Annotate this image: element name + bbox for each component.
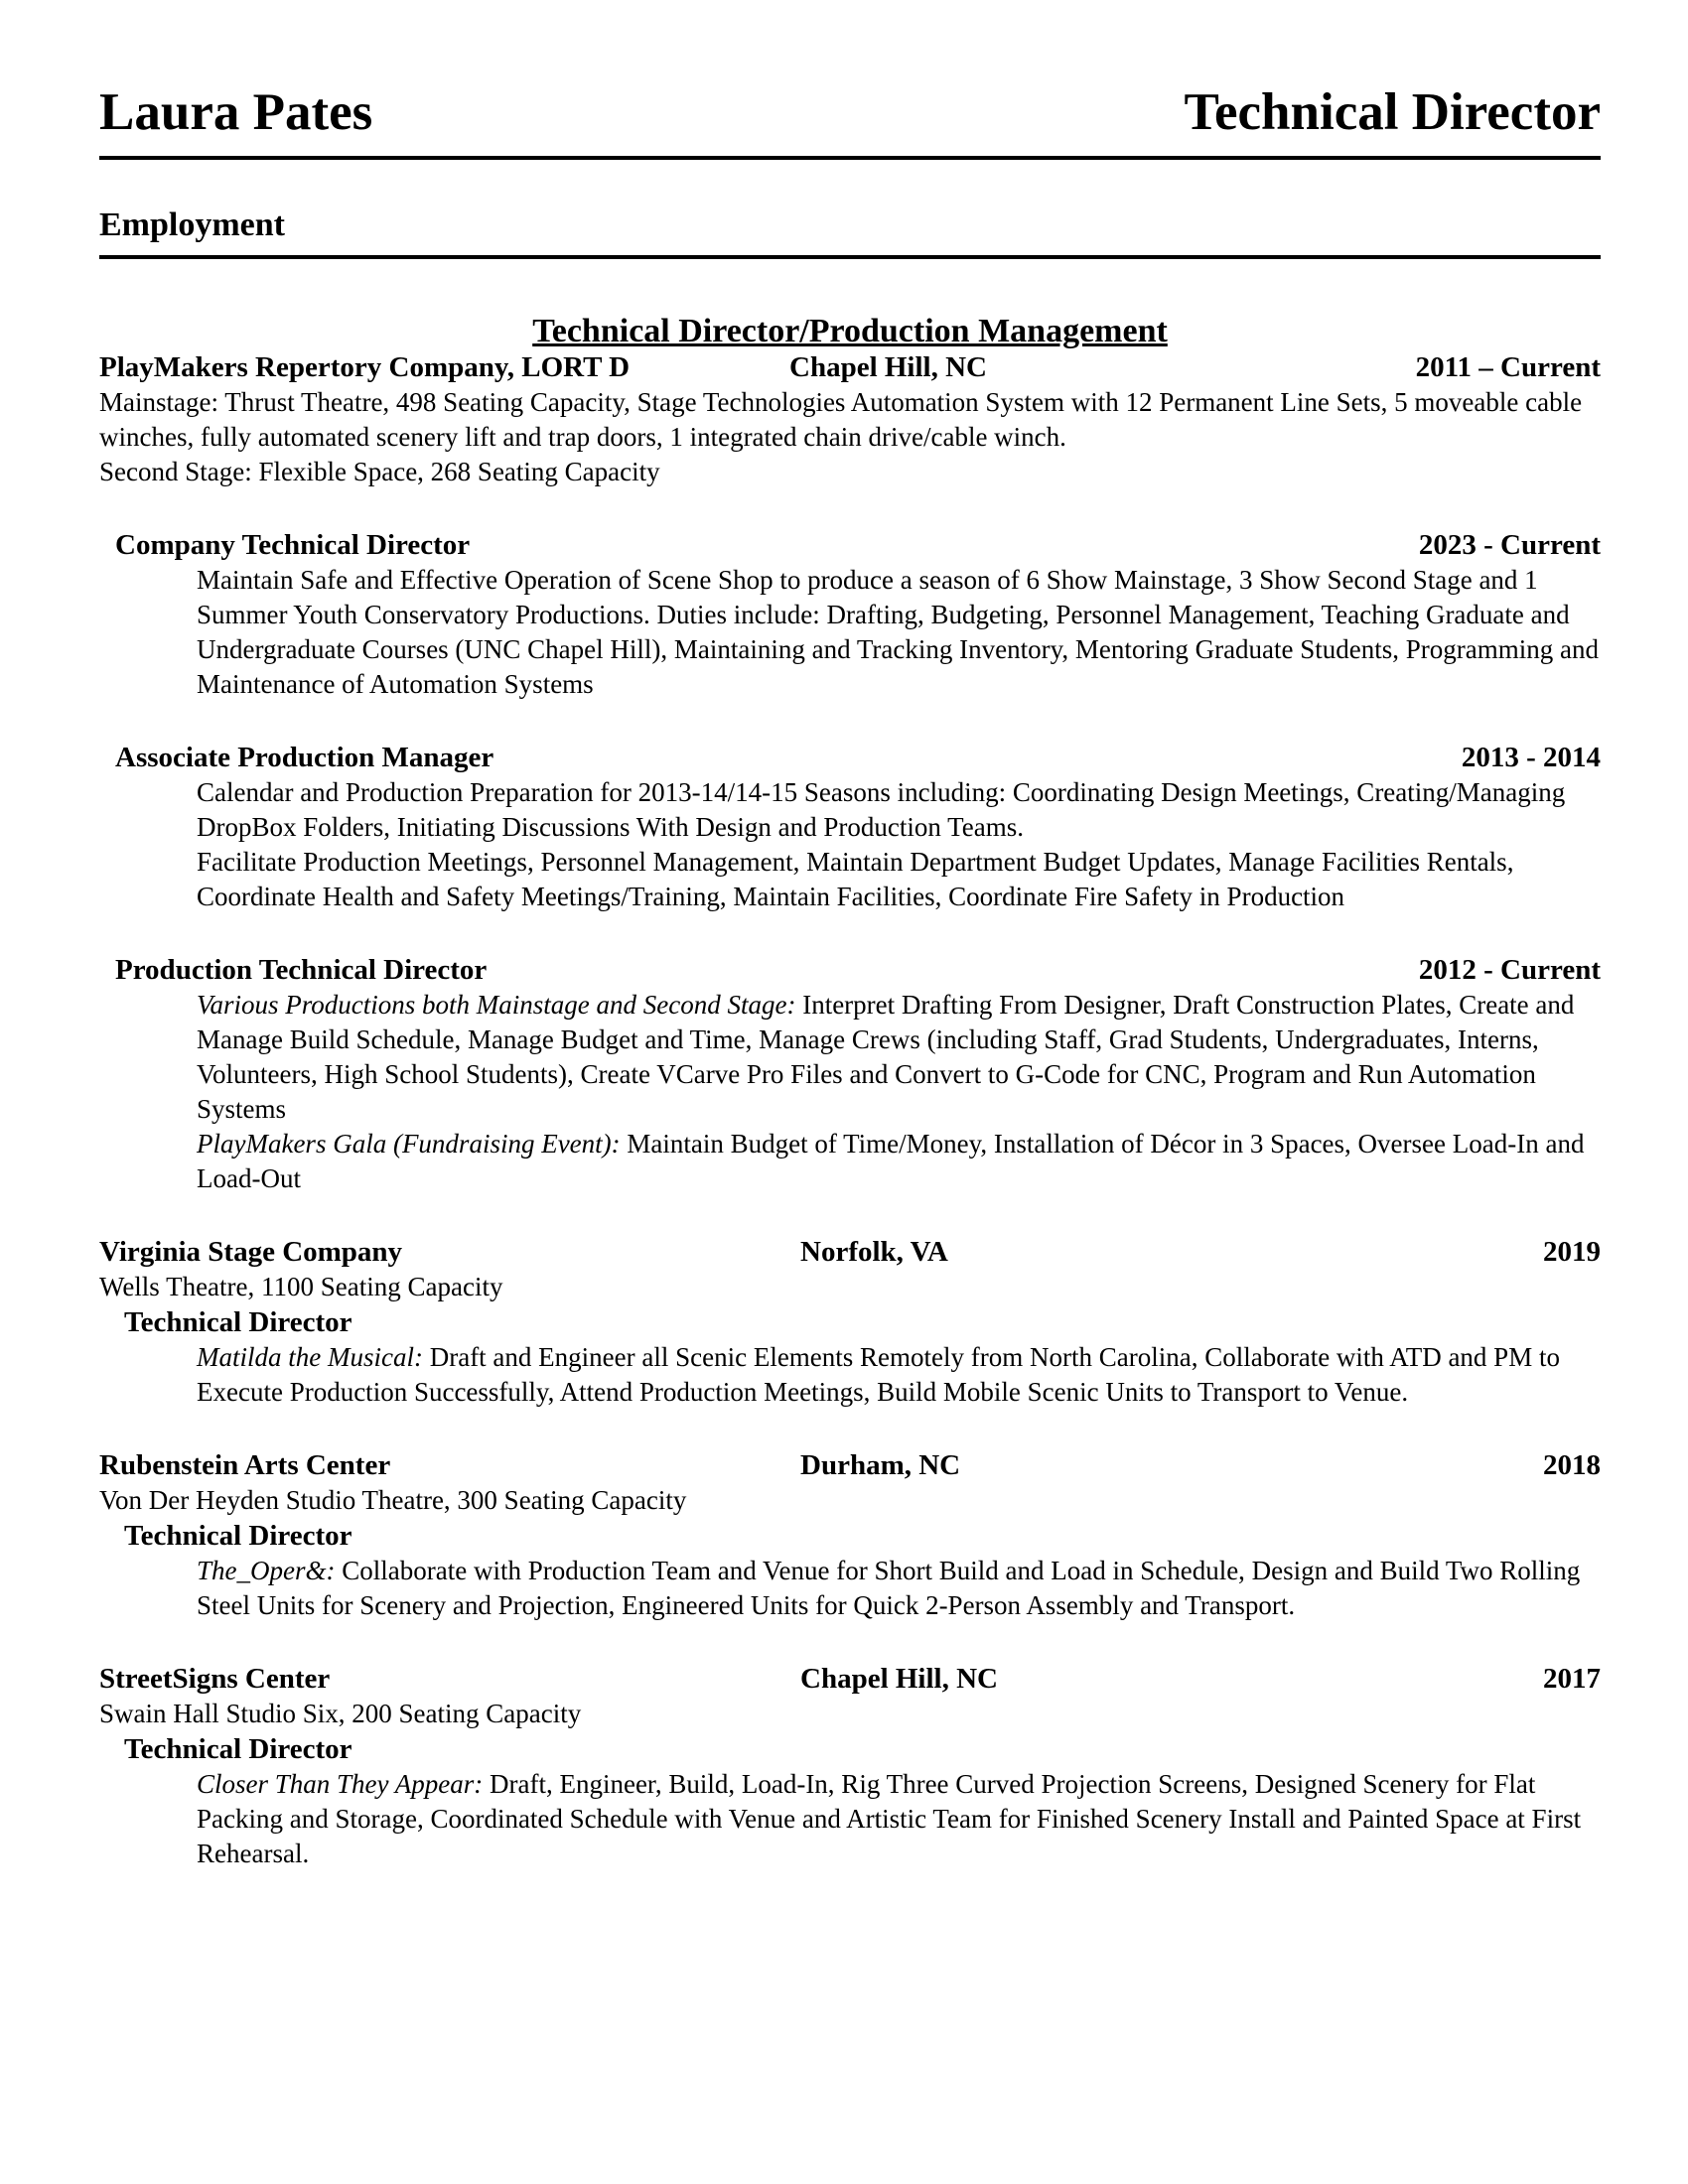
role-description: [197, 775, 1601, 914]
role-header: [99, 740, 1601, 775]
job-years: 2017: [1543, 1663, 1601, 1695]
job-location: Durham, NC: [800, 1449, 961, 1481]
candidate-title: Technical Director: [1184, 83, 1601, 141]
job-company: StreetSigns Center: [99, 1663, 331, 1695]
job-header-streetsigns: [99, 1661, 1601, 1697]
role-title: Associate Production Manager: [115, 742, 494, 773]
role-description-paragraph: [197, 1340, 1601, 1410]
production-name: Closer Than They Appear:: [197, 1769, 484, 1799]
job-location: Chapel Hill, NC: [789, 351, 987, 383]
header-divider: [99, 156, 1601, 160]
job-company: Rubenstein Arts Center: [99, 1449, 391, 1481]
job-years: 2019: [1543, 1236, 1601, 1268]
job-header-playmakers: [99, 349, 1601, 385]
role-description-text: Maintain Budget of Time/Money, Installation of Décor in 3 Spaces, Oversee Load-In and Load-Out: [197, 1129, 1585, 1193]
production-name: Various Productions both Mainstage and Second Stage:: [197, 990, 796, 1020]
role-header: [99, 527, 1601, 563]
role-description-text: Interpret Drafting From Designer, Draft Construction Plates, Create and Manage Build Schedule, Manage Budget and Time, Manage Crews (including Staff, Grad Students, Undergraduates, Interns, Volunteers, High School Students), Create VCarve Pro Files and Convert to G-Code for CNC, Program and Run Automation Systems: [197, 990, 1575, 1124]
employment-content: [99, 310, 1601, 1871]
role-description: [197, 1340, 1601, 1410]
role-title: Technical Director: [124, 1733, 352, 1765]
job-company: Virginia Stage Company: [99, 1236, 403, 1268]
role-description-text: Maintain Safe and Effective Operation of Scene Shop to produce a season of 6 Show Mainstage, 3 Show Second Stage and 1 Summer Youth Conservatory Productions. Duties include: Drafting, Budgeting, Personnel Management, Teaching Graduate and Undergraduate Courses (UNC Chapel Hill), Maintaining and Tracking Inventory, Mentoring Graduate Students, Programming and Maintenance of Automation Systems: [197, 565, 1600, 699]
job-location: Chapel Hill, NC: [800, 1663, 998, 1695]
role-header: [99, 1304, 1601, 1340]
role-header: [99, 952, 1601, 988]
resume-header: [99, 77, 1601, 147]
role-description-text: Collaborate with Production Team and Venue for Short Build and Load in Schedule, Design and Build Two Rolling Steel Units for Scenery and Projection, Engineered Units for Quick 2-Person Assembly and Transport.: [197, 1556, 1581, 1620]
role-years: 2023 - Current: [1418, 529, 1601, 561]
job-company: PlayMakers Repertory Company, LORT D: [99, 351, 631, 383]
venue-mainstage: Mainstage: Thrust Theatre, 498 Seating Capacity, Stage Technologies Automation System with 12 Permanent Line Sets, 5 moveable cable winches, fully automated scenery lift and trap doors, 1 integrated chain drive/cable winch.: [99, 387, 1583, 452]
production-name: The_Oper&:: [197, 1556, 336, 1585]
role-years: 2012 - Current: [1418, 954, 1601, 986]
role-title: Company Technical Director: [115, 529, 471, 561]
role-header: [99, 1518, 1601, 1554]
job-header-rubenstein: [99, 1447, 1601, 1483]
role-description-paragraph: [197, 988, 1601, 1127]
job-years: 2018: [1543, 1449, 1601, 1481]
role-description-paragraph: [197, 1127, 1601, 1196]
role-description: [197, 1554, 1601, 1623]
venue: Swain Hall Studio Six, 200 Seating Capacity: [99, 1699, 582, 1728]
role-years: 2013 - 2014: [1461, 742, 1601, 773]
job-location: Norfolk, VA: [800, 1236, 948, 1268]
role-description-text: Draft and Engineer all Scenic Elements Remotely from North Carolina, Collaborate with ATD and PM to Execute Production Successfully, Attend Production Meetings, Build Mobile Scenic Units to Transport to Venue.: [197, 1342, 1560, 1407]
role-description-paragraph: [197, 1554, 1601, 1623]
role-description-paragraph: [197, 1767, 1601, 1871]
section-divider: [99, 255, 1601, 259]
venue-second-stage: Second Stage: Flexible Space, 268 Seating Capacity: [99, 457, 660, 486]
section-title: Employment: [99, 206, 285, 243]
job-header-virginia-stage: [99, 1234, 1601, 1270]
job-years: 2011 – Current: [1415, 351, 1601, 383]
role-header: [99, 1731, 1601, 1767]
candidate-name: Laura Pates: [99, 83, 373, 141]
role-title: Production Technical Director: [115, 954, 488, 986]
production-name: Matilda the Musical:: [197, 1342, 423, 1372]
role-title: Technical Director: [124, 1306, 352, 1338]
role-description-text: Calendar and Production Preparation for 2013-14/14-15 Seasons including: Coordinating Design Meetings, Creating/Managing DropBox Folders, Initiating Discussions With Design and Production Teams.: [197, 777, 1566, 842]
role-description: [197, 988, 1601, 1196]
category-title: Technical Director/Production Management: [532, 313, 1168, 349]
venue: Von Der Heyden Studio Theatre, 300 Seating Capacity: [99, 1485, 687, 1515]
role-description-text: Draft, Engineer, Build, Load-In, Rig Three Curved Projection Screens, Designed Scenery for Flat Packing and Storage, Coordinated Schedule with Venue and Artistic Team for Finished Scenery Install and Painted Space at First Rehearsal.: [197, 1769, 1582, 1868]
venue: Wells Theatre, 1100 Seating Capacity: [99, 1272, 503, 1301]
role-title: Technical Director: [124, 1520, 352, 1552]
production-name: PlayMakers Gala (Fundraising Event):: [197, 1129, 621, 1159]
role-description-text: Facilitate Production Meetings, Personnel Management, Maintain Department Budget Updates, Manage Facilities Rentals, Coordinate Health and Safety Meetings/Training, Maintain Facilities, Coordinate Fire Safety in Production: [197, 847, 1514, 911]
role-description: [197, 1767, 1601, 1871]
role-description: [197, 563, 1601, 702]
